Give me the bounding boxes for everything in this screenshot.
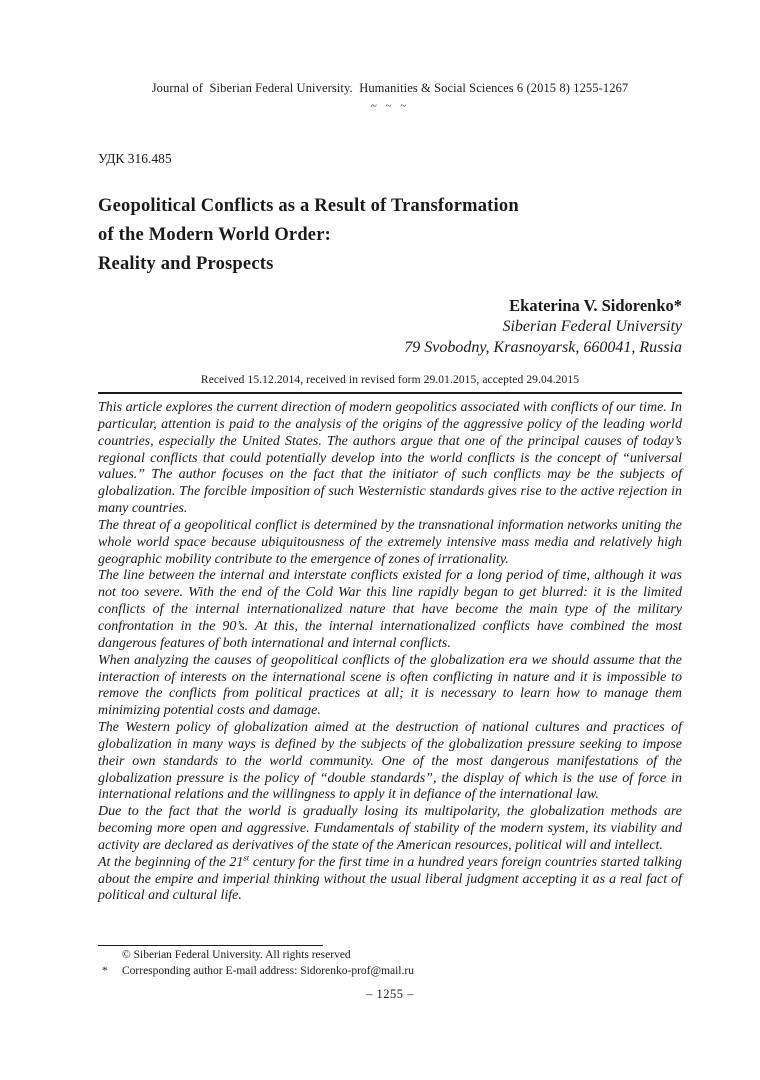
abstract-paragraph: The threat of a geopolitical conflict is determined by the transnational information networks uniting the whole world space because ubiquitousness of the extremely intensive mass media and relatively high geographic mobility contribute to the emergence of zones of irrationality. [98,517,682,567]
author-block [98,295,682,358]
footnote-corresponding [98,965,682,977]
abstract [98,400,682,905]
page-number: – 1255 – [366,987,414,1001]
abstract-paragraph: Due to the fact that the world is gradually losing its multipolarity, the globalization methods are becoming more open and aggressive. Fundamentals of stability of the modern system, its viability and activity are declared as derivatives of the state of the American resources, political will and intellect. [98,804,682,853]
abstract-paragraph: At the beginning of the 21st century for the first time in a hundred years foreign countries started talking about the empire and imperial thinking without the usual liberal judgment accepting it as a real fact of political and cultural life. [98,852,683,904]
article-title-line-2: of the Modern World Order: [98,225,331,245]
author-affiliation: Siberian Federal University [502,318,682,335]
received-dates: Received 15.12.2014, received in revised form 29.01.2015, accepted 29.04.2015 [200,374,580,386]
author-name: Ekaterina V. Sidorenko* [509,296,682,315]
tilde-separator: ~ ~ ~ [370,100,410,112]
abstract-top-rule [98,392,682,394]
abstract-paragraph: The Western policy of globalization aimed at the destruction of national cultures and practices of globalization in many ways is defined by the subjects of the globalization pressure seeking to impose their own standards to the world community. One of the most dangerous manifestations of the globalization pressure is the policy of “double standards”, the display of which is the use of force in international relations and the willingness to apply it in defiance of the international law. [98,720,682,803]
article-title-line-3: Reality and Prospects [98,254,274,274]
udk-code: УДК 316.485 [98,151,172,166]
abstract-paragraph: The line between the internal and interstate conflicts existed for a long period of time, although it was not too severe. With the end of the Cold War this line rapidly began to get blurred: it is the limited conflicts of the internal internationalized nature that have become the main type of the military confrontation in the 90’s. At this, the internal internationalized conflicts have combined the most dangerous features of both international and internal conflicts. [98,568,682,651]
footnote-asterisk-marker: * [102,965,108,977]
footnote-copyright: © Siberian Federal University. All rights reserved [122,949,351,961]
footnote-rule [98,945,323,946]
abstract-paragraph: When analyzing the causes of geopolitical conflicts of the globalization era we should assume that the interaction of interests on the international scene is often conflicting in nature and it is impossible to remove the conflicts from political practices at all; it is necessary to learn how to manage them minimizing potential costs and damage. [98,652,682,719]
author-address: 79 Svobodny, Krasnoyarsk, 660041, Russia [404,339,682,356]
article-title-line-1: Geopolitical Conflicts as a Result of Transformation [98,196,519,216]
article-title [98,192,682,279]
abstract-paragraph: This article explores the current direction of modern geopolitics associated with conflicts of our time. In particular, attention is paid to the analysis of the origins of the aggressive policy of the leading world countries, especially the United States. The authors argue that one of the principal causes of today’s regional conflicts that could potentially develop into the world conflicts is the concept of “universal values.” The author focuses on the fact that the initiator of such conflicts may be the subjects of globalization. The forcible imposition of such Westernistic standards gives rise to the active rejection in many countries. [98,400,682,517]
footnote-corresponding-text: Corresponding author E-mail address: Sidorenko-prof@mail.ru [122,965,414,977]
journal-header: Journal of Siberian Federal University. Humanities & Social Sciences 6 (2015 8) 1255-1267 [151,81,629,95]
